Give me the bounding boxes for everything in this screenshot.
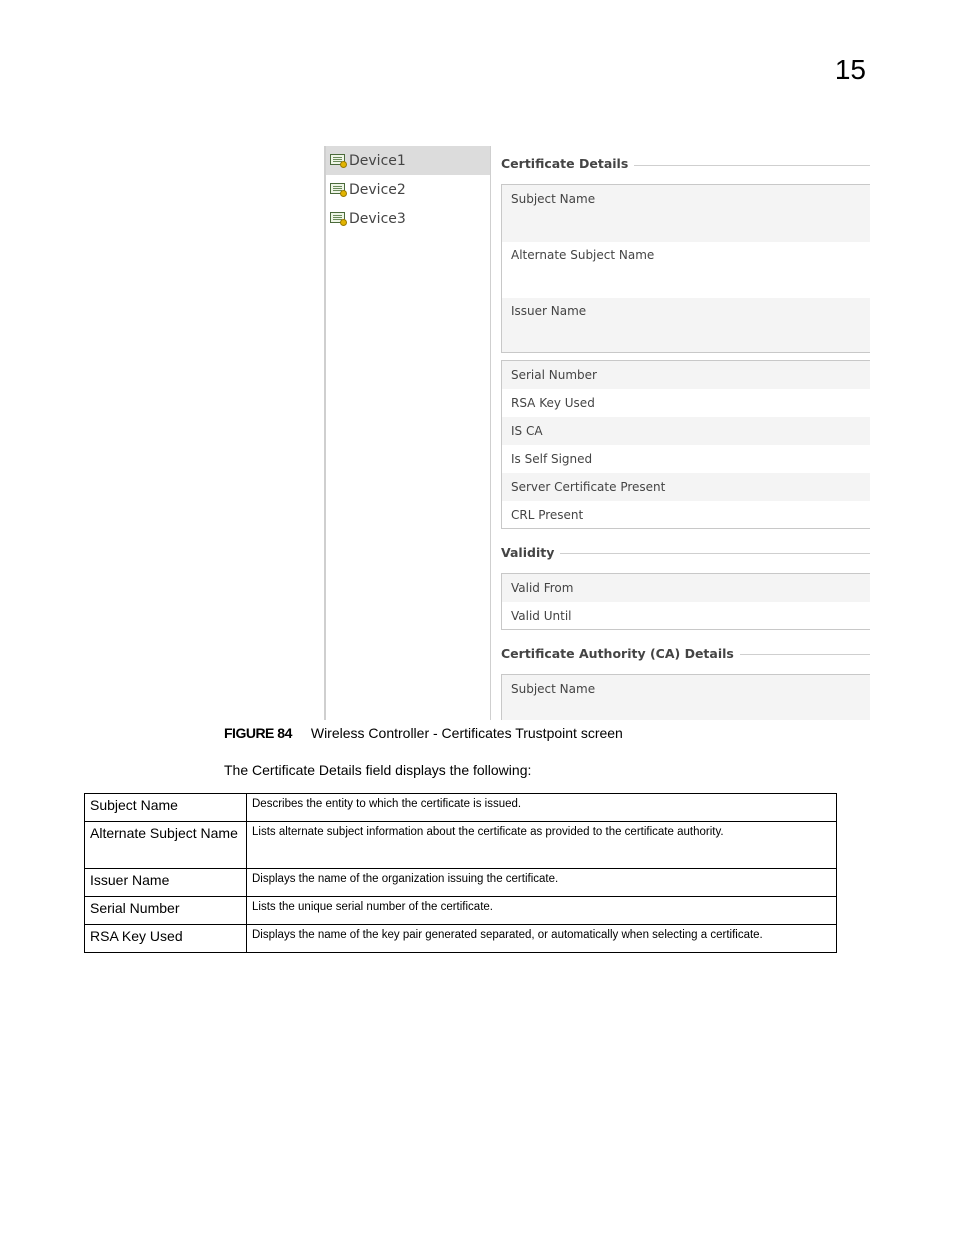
table-term: Serial Number — [85, 897, 247, 925]
section-title-certificate-details: Certificate Details — [501, 156, 634, 171]
figure-caption — [224, 725, 623, 741]
tree-item-device2[interactable] — [326, 175, 490, 204]
field-is-ca: IS CA — [502, 417, 870, 445]
table-term: Subject Name — [85, 794, 247, 822]
table-definition: Describes the entity to which the certificate is issued. — [247, 794, 837, 822]
table-row — [85, 897, 837, 925]
field-serial-number: Serial Number — [502, 361, 870, 389]
certificate-details-panel — [490, 146, 870, 720]
tree-item-device3[interactable] — [326, 204, 490, 233]
field-valid-until: Valid Until — [511, 609, 572, 623]
tree-item-label: Device3 — [349, 210, 406, 227]
field-crl-present: CRL Present — [511, 508, 584, 522]
certificate-icon — [330, 211, 347, 226]
figure-label: FIGURE 84 — [224, 725, 292, 741]
field-is-self-signed: Is Self Signed — [511, 452, 593, 466]
table-term: Issuer Name — [85, 869, 247, 897]
table-row — [85, 822, 837, 869]
section-title-validity: Validity — [501, 545, 560, 560]
table-row — [85, 925, 837, 953]
field-issuer-name: Issuer Name — [502, 298, 870, 352]
table-term: Alternate Subject Name — [85, 822, 247, 869]
properties-box — [501, 360, 870, 529]
field-subject-name: Subject Name — [502, 185, 870, 242]
field-valid-from: Valid From — [502, 574, 870, 602]
validity-box — [501, 573, 870, 630]
table-row — [85, 794, 837, 822]
certificate-icon — [330, 182, 347, 197]
field-server-certificate-present: Server Certificate Present — [502, 473, 870, 501]
field-rsa-key-used: RSA Key Used — [511, 396, 595, 410]
field-description-table — [84, 793, 837, 953]
intro-paragraph — [224, 762, 531, 778]
table-row — [85, 869, 837, 897]
table-term: RSA Key Used — [85, 925, 247, 953]
tree-item-label: Device2 — [349, 181, 406, 198]
table-definition: Lists the unique serial number of the certificate. — [247, 897, 837, 925]
field-alternate-subject-name: Alternate Subject Name — [511, 248, 655, 262]
certificate-icon — [330, 153, 347, 168]
intro-bold-term: Certificate Details — [252, 762, 362, 778]
table-definition: Displays the name of the organization issuing the certificate. — [247, 869, 837, 897]
tree-item-device1[interactable] — [326, 146, 490, 175]
trustpoint-screenshot — [324, 146, 870, 720]
figure-caption-text: Wireless Controller - Certificates Trustpoint screen — [310, 725, 623, 741]
field-ca-subject-name: Subject Name — [502, 675, 870, 720]
table-definition: Lists alternate subject information about the certificate as provided to the certificate authority. — [247, 822, 837, 869]
names-box — [501, 184, 870, 353]
section-title-ca-details: Certificate Authority (CA) Details — [501, 646, 740, 661]
chapter-number: 15 — [834, 54, 866, 85]
intro-prefix: The — [224, 762, 253, 778]
device-tree — [324, 146, 491, 720]
tree-item-label: Device1 — [349, 152, 406, 169]
ca-details-box — [501, 674, 870, 720]
intro-suffix: field displays the following: — [361, 762, 532, 778]
table-definition: Displays the name of the key pair generated separated, or automatically when selecting a certificate. — [247, 925, 837, 953]
